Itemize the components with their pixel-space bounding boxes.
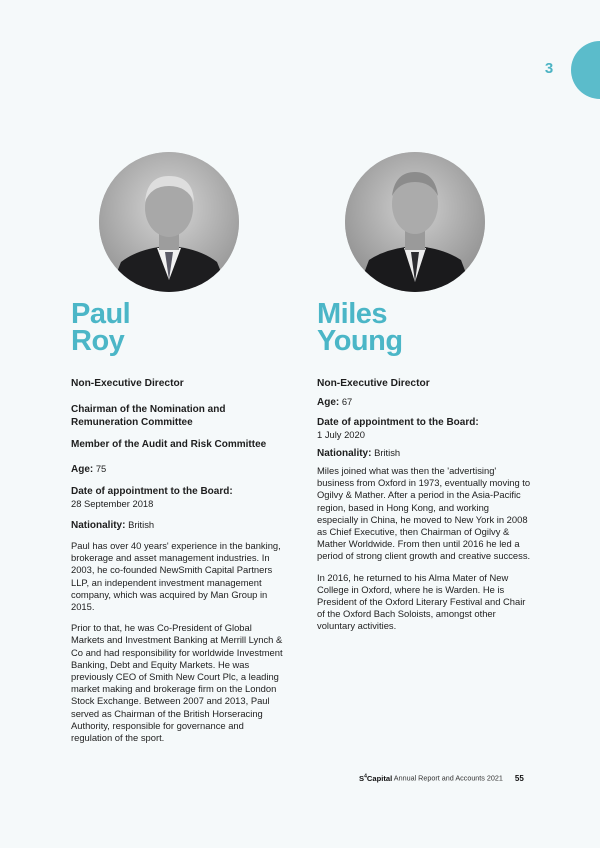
profile-miles-young: [317, 152, 532, 633]
committee-chair: Chairman of the Nomination and Remuneration Committee: [71, 404, 226, 428]
person-silhouette-icon: [99, 152, 239, 292]
nationality-label: Nationality:: [71, 520, 126, 531]
appointment-date: 28 September 2018: [71, 498, 154, 509]
first-name: Miles: [317, 298, 388, 330]
appointment: [317, 416, 532, 441]
age-value: 75: [95, 463, 107, 474]
page-number: 55: [514, 773, 524, 783]
committee-member: Member of the Audit and Risk Committee: [71, 439, 267, 450]
nationality-label: Nationality:: [317, 448, 372, 459]
appointment: [71, 485, 286, 510]
profile-paul-roy: [71, 152, 286, 744]
role-title: Non-Executive Director: [317, 378, 430, 389]
age-label: Age:: [317, 397, 340, 408]
role-title: Non-Executive Director: [71, 378, 184, 389]
appointment-label: Date of appointment to the Board:: [71, 486, 233, 497]
first-name: Paul: [71, 298, 131, 330]
nationality-line: [71, 519, 286, 532]
bio-paragraph-2: In 2016, he returned to his Alma Mater of New College in Oxford, where he is Warden. He is President of the Oxford Literary Festival and Chair of the Oxford Bach Soloists, amongst other voluntary activities.: [317, 571, 526, 632]
last-name: Young: [317, 325, 403, 357]
person-silhouette-icon: [345, 152, 485, 292]
nationality-line: [317, 447, 532, 460]
bio-paragraph-1: Paul has over 40 years' experience in the banking, brokerage and asset management industries. In 2003, he co-founded NewSmith Capital Partners LLP, an independent investment management company, which was acquired by Man Group in 2015.: [71, 540, 281, 613]
bio-paragraph-2: Prior to that, he was Co-President of Global Markets and Investment Banking at Merrill Lynch & Co and had responsibility for worldwide Investment Banking, Debt and Equity Markets. He was previously CEO of Smith New Court Plc, a leading market making and brokerage firm on the London Stock Exchange. Between 2007 and 2013, Paul served as Chairman of the British Horseracing Authority, responsible for governance and regulation of the sport.: [71, 622, 283, 744]
section-tab: [571, 41, 600, 99]
age-line: [317, 396, 532, 409]
brand-prefix: S: [359, 773, 365, 783]
report-title: Annual Report and Accounts 2021: [393, 773, 503, 783]
age-value: 67: [341, 396, 353, 407]
portrait-photo: [99, 152, 239, 292]
nationality-value: British: [128, 519, 155, 530]
brand-sup: 4: [364, 773, 367, 779]
section-number: 3: [544, 60, 554, 77]
brand-logo: [359, 774, 392, 783]
appointment-date: 1 July 2020: [317, 429, 365, 440]
last-name: Roy: [71, 325, 125, 357]
portrait-photo: [345, 152, 485, 292]
bio-paragraph-1: Miles joined what was then the 'advertising' business from Oxford in 1973, eventually moving to Ogilvy & Mather. After a period in the Asia-Pacific region, based in Hong Kong, and working especially in China, he moved to New York in 2008 as Chief Executive, then Chairman of Ogilvy & Mather Worldwide. From then until 2016 he led a period of strong client growth and creative success.: [317, 465, 531, 562]
page-footer: [359, 773, 547, 783]
age-label: Age:: [71, 464, 94, 475]
appointment-label: Date of appointment to the Board:: [317, 417, 479, 428]
brand-suffix: Capital: [366, 773, 393, 783]
nationality-value: British: [374, 447, 401, 458]
age-line: [71, 463, 286, 476]
